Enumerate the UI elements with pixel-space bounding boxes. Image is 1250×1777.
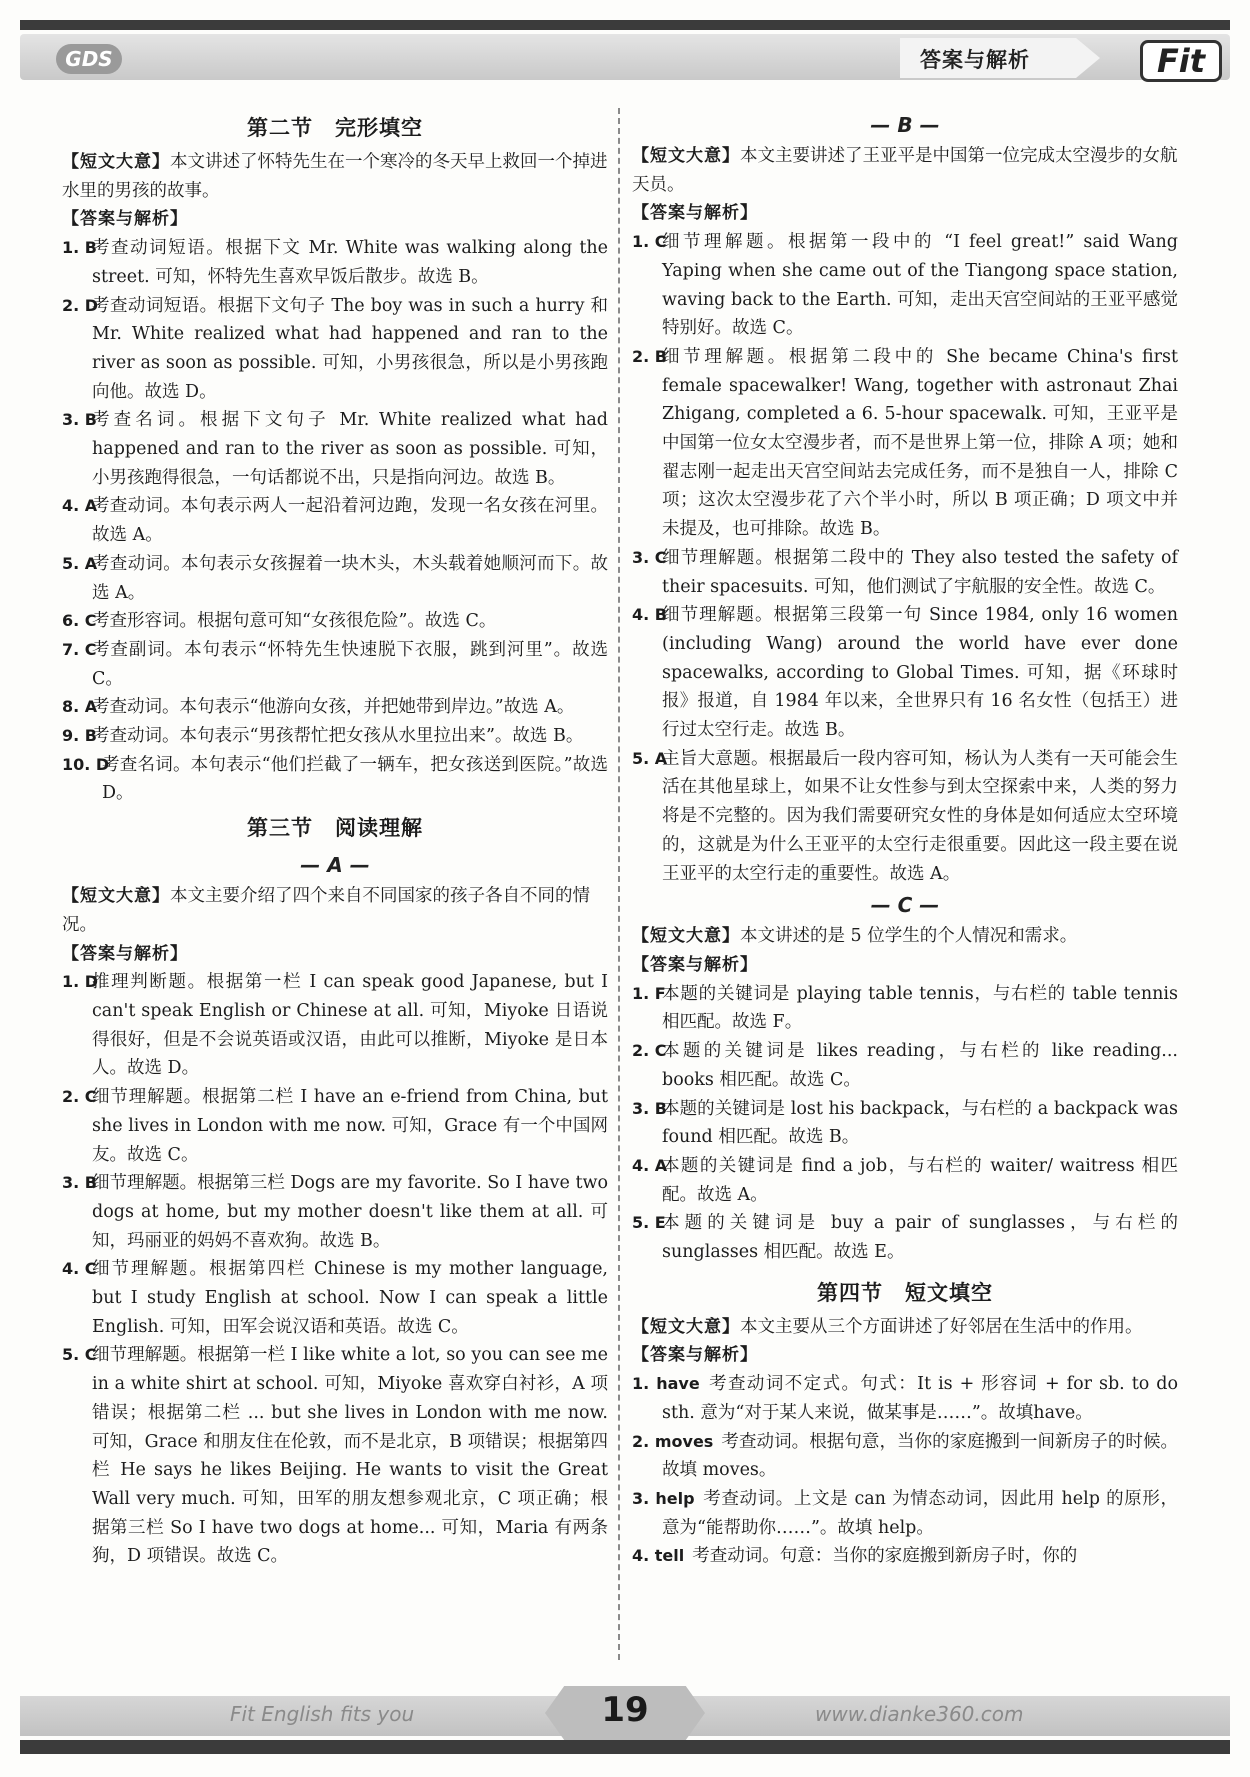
answer-number: 2. C — [62, 1087, 97, 1107]
answer-number: 4. A — [62, 496, 98, 516]
answer-item — [62, 968, 608, 1083]
passage-a-answer-list — [62, 968, 608, 1571]
answer-item — [632, 1370, 1178, 1427]
answer-item — [62, 1083, 608, 1169]
left-column — [62, 108, 608, 1571]
right-column — [632, 108, 1178, 1571]
answer-number: 4. A — [632, 1155, 668, 1175]
answers-heading — [632, 199, 1178, 228]
passage-b-answer-list — [632, 228, 1178, 888]
column-divider — [618, 108, 620, 1660]
answer-item — [62, 636, 608, 693]
answer-item — [62, 406, 608, 492]
answers-tag: 【答案与解析】 — [632, 203, 758, 224]
answer-item — [632, 228, 1178, 343]
summary-text: 本文主要讲述了王亚平是中国第一位完成太空漫步的女航天员。 — [632, 146, 1178, 195]
answer-item — [632, 544, 1178, 601]
answer-explanation: 考查动词。本句表示“男孩帮忙把女孩从水里拉出来”。故选 B。 — [92, 726, 584, 747]
answer-explanation: 考查动词。上文是 can 为情态动词，因此用 help 的原形，意为“能帮助你……”。故填 help。 — [662, 1488, 1178, 1538]
answer-item — [62, 722, 608, 751]
section-3-title: 第三节 阅读理解 — [247, 816, 423, 841]
answer-explanation: 考查副词。本句表示“怀特先生快速脱下衣服，跳到河里”。故选 C。 — [92, 639, 608, 689]
answer-number: 3. C — [632, 547, 667, 567]
answer-item — [62, 492, 608, 549]
answers-heading — [632, 951, 1178, 980]
answer-number: 4. tell — [632, 1546, 685, 1566]
section-2-title: 第二节 完形填空 — [247, 116, 423, 140]
answer-explanation: 推理判断题。根据第一栏 I can speak good Japanese, but I can't speak English or Chinese at all. 可知，Miyoke 日语说得很好，但是不会说英语或汉语，由此可以推断，Miyoke 是日本人。故选 D。 — [92, 972, 608, 1079]
fit-logo: Fit — [1140, 40, 1222, 82]
answer-item — [62, 550, 608, 607]
summary-tag: 【短文大意】 — [632, 146, 740, 166]
answer-number: 3. B — [632, 1098, 667, 1118]
answer-item — [62, 234, 608, 291]
passage-c-answer-list — [632, 980, 1178, 1267]
answer-explanation: 细节理解题。根据第一段中的 “I feel great!” said Wang Yaping when she came out of the Tiangong space station, waving back to the Earth. 可知，走出天宫空间站的王亚平感觉特别好。故选 C。 — [662, 232, 1178, 339]
answer-number: 1. F — [632, 983, 666, 1003]
answer-number: 3. B — [62, 1173, 97, 1193]
answer-explanation: 考查动词。句意：当你的家庭搬到新房子时，你的 — [692, 1546, 1078, 1567]
summary-tag: 【短文大意】 — [62, 152, 170, 172]
answer-explanation: 主旨大意题。根据最后一段内容可知，杨认为人类有一天可能会生活在其他星球上，如果不让女性参与到太空探索中来，人类的努力将是不完整的。因为我们需要研究女性的身体是如何适应太空环境的，这就是为什么王亚平的太空行走很重要。因此这一段主要在说王亚平的太空行走的重要性。故选 A。 — [662, 748, 1178, 884]
answer-explanation: 考查名词。本句表示“他们拦截了一辆车，把女孩送到医院。”故选 D。 — [102, 754, 608, 804]
answer-explanation: 本题的关键词是 buy a pair of sunglasses，与右栏的 sunglasses 相匹配。故选 E。 — [662, 1213, 1178, 1263]
answer-item — [632, 1152, 1178, 1209]
answer-item — [62, 693, 608, 722]
answer-item — [62, 751, 608, 808]
passage-b-mark: — B — — [870, 113, 940, 137]
summary-text: 本文讲述的是 5 位学生的个人情况和需求。 — [740, 926, 1078, 947]
answer-explanation: 考查动词。本句表示两人一起沿着河边跑，发现一名女孩在河里。故选 A。 — [92, 496, 608, 546]
answer-number: 3. B — [62, 410, 97, 430]
answer-item — [632, 1485, 1178, 1542]
answer-item — [62, 607, 608, 636]
summary-tag: 【短文大意】 — [632, 1316, 740, 1337]
answer-explanation: 细节理解题。根据第三段第一句 Since 1984, only 16 women (including Wang) around the world have ever done spacewalks, according to Global Times. 可知，据《环球时报》报道，自 1984 年以来，全世界只有 16 名女性（包括王）进行过太空行走。故选 B。 — [662, 605, 1178, 741]
answers-heading — [62, 205, 608, 234]
answers-tag: 【答案与解析】 — [62, 209, 188, 230]
answer-item — [62, 1255, 608, 1341]
answer-item — [62, 292, 608, 407]
answer-explanation: 考查名词。根据下文句子 Mr. White realized what had happened and ran to the river as soon as possible. 可知，小男孩跑得很急，一句话都说不出，只是指向河边。故选 B。 — [92, 410, 608, 488]
summary-text: 本文讲述了怀特先生在一个寒冷的冬天早上救回一个掉进水里的男孩的故事。 — [62, 152, 608, 201]
answer-number: 2. moves — [632, 1431, 714, 1451]
answer-number: 5. C — [62, 1345, 97, 1365]
answer-explanation: 本题的关键词是 playing table tennis，与右栏的 table tennis 相匹配。故选 F。 — [662, 983, 1178, 1033]
summary-tag: 【短文大意】 — [62, 886, 170, 907]
summary-text: 本文主要介绍了四个来自不同国家的孩子各自不同的情况。 — [62, 886, 590, 935]
answer-explanation: 考查动词。本句表示“他游向女孩，并把她带到岸边。”故选 A。 — [92, 697, 575, 718]
answer-number: 8. A — [62, 697, 98, 717]
gds-logo: GDS — [56, 44, 122, 74]
answer-explanation: 本题的关键词是 likes reading，与右栏的 like reading... books 相匹配。故选 C。 — [662, 1041, 1178, 1090]
answer-item — [632, 343, 1178, 544]
answer-item — [62, 1341, 608, 1571]
answer-explanation: 考查动词短语。根据下文句子 The boy was in such a hurry 和 Mr. White realized what had happened and ran to the river as soon as possible. 可知，小男孩很急，所以是小男孩跑向他。故选 D。 — [92, 295, 608, 402]
answer-number: 5. A — [62, 553, 98, 573]
section-4-title: 第四节 短文填空 — [817, 1280, 993, 1305]
answer-item — [632, 980, 1178, 1037]
passage-c-summary — [632, 922, 1178, 951]
page-number: 19 — [601, 1690, 649, 1730]
answer-number: 7. C — [62, 639, 97, 659]
answer-number: 2. D — [62, 295, 99, 315]
answer-explanation: 本题的关键词是 lost his backpack，与右栏的 a backpack was found 相匹配。故选 B。 — [662, 1098, 1178, 1148]
section-4-summary — [632, 1313, 1178, 1342]
answer-number: 1. have — [632, 1374, 700, 1394]
answer-item — [632, 745, 1178, 889]
answer-number: 9. B — [62, 726, 97, 746]
page-footer — [20, 1686, 1230, 1754]
answer-number: 5. A — [632, 748, 668, 768]
summary-text: 本文主要从三个方面讲述了好邻居在生活中的作用。 — [740, 1316, 1143, 1337]
answer-explanation: 考查形容词。根据句意可知“女孩很危险”。故选 C。 — [92, 611, 497, 632]
answer-number: 4. C — [62, 1259, 97, 1279]
answer-explanation: 细节理解题。根据第四栏 Chinese is my mother language, but I study English at school. Now I can speak a little English. 可知，田军会说汉语和英语。故选 C。 — [92, 1259, 608, 1337]
summary-tag: 【短文大意】 — [632, 926, 740, 947]
header-stripe — [20, 20, 1230, 30]
answer-number: 10. D — [62, 754, 110, 774]
answer-item — [632, 1428, 1178, 1485]
passage-b-summary — [632, 142, 1178, 199]
answers-heading — [62, 940, 608, 969]
answer-number: 6. C — [62, 611, 97, 631]
answer-item — [62, 1169, 608, 1255]
passage-a-summary — [62, 882, 608, 939]
answer-number: 3. help — [632, 1488, 695, 1508]
answer-number: 1. C — [632, 232, 667, 252]
answer-item — [632, 601, 1178, 745]
answer-item — [632, 1037, 1178, 1094]
answer-item — [632, 1209, 1178, 1266]
answer-explanation: 细节理解题。根据第三栏 Dogs are my favorite. So I have two dogs at home, but my mother doesn't like them at all. 可知，玛丽亚的妈妈不喜欢狗。故选 B。 — [92, 1173, 608, 1251]
footer-stripe — [20, 1740, 1230, 1754]
answers-tag: 【答案与解析】 — [632, 954, 758, 975]
answer-number: 2. B — [632, 346, 667, 366]
answer-item — [632, 1542, 1178, 1571]
answer-number: 5. E — [632, 1213, 666, 1233]
answer-explanation: 细节理解题。根据第一栏 I like white a lot, so you can see me in a white shirt at school. 可知，Miyoke 喜欢穿白衬衫，A 项错误；根据第二栏 ... but she lives in London with me now. 可知，Grace 和朋友住在伦敦，而不是北京，B 项错误；根据第四栏 He says he likes Beijing. He wants to visit the Great Wall very much. 可知，田军的朋友想参观北京，C 项正确；根据第三栏 So I have two dogs at home... 可知，Maria 有两条狗，D 项错误。故选 C。 — [92, 1345, 608, 1567]
footer-slogan: Fit English fits you — [230, 1702, 415, 1726]
answer-explanation: 考查动词不定式。句式：It is + 形容词 + for sb. to do sth. 意为“对于某人来说，做某事是……”。故填have。 — [662, 1374, 1179, 1423]
answer-number: 1. D — [62, 972, 99, 992]
answer-number: 4. B — [632, 605, 667, 625]
answers-tag: 【答案与解析】 — [62, 943, 188, 964]
passage-a-mark: — A — — [300, 853, 370, 878]
header-title: 答案与解析 — [920, 48, 1030, 72]
page-header — [20, 20, 1230, 92]
answer-number: 1. B — [62, 238, 97, 258]
section-4-answer-list — [632, 1370, 1178, 1571]
answer-explanation: 考查动词。根据句意，当你的家庭搬到一间新房子的时候。故填 moves。 — [662, 1431, 1179, 1481]
answer-item — [632, 1095, 1178, 1152]
answer-explanation: 细节理解题。根据第二段中的 She became China's first female spacewalker! Wang, together with astronaut Zhai Zhigang, completed a 6. 5-hour spacewalk. 可知，王亚平是中国第一位女太空漫步者，而不是世界上第一位，排除 A 项；她和翟志刚一起走出天宫空间站去完成任务，而不是独自一人，排除 C 项；这次太空漫步花了六个半小时，所以 B 项正确；D 项文中并未提及，也可排除。故选 B。 — [662, 346, 1178, 540]
section-2-summary — [62, 148, 608, 205]
answer-explanation: 细节理解题。根据第二栏 I have an e-friend from China, but she lives in London with me now. 可知，Grace 有一个中国网友。故选 C。 — [92, 1087, 608, 1165]
answer-explanation: 考查动词。本句表示女孩握着一块木头，木头载着她顺河而下。故选 A。 — [92, 553, 608, 603]
section-2-answer-list — [62, 234, 608, 808]
passage-c-mark: — C — — [870, 893, 940, 918]
answer-explanation: 本题的关键词是 find a job，与右栏的 waiter/ waitress 相匹配。故选 A。 — [662, 1155, 1178, 1205]
answer-number: 2. C — [632, 1041, 667, 1061]
answers-heading — [632, 1341, 1178, 1370]
answer-explanation: 细节理解题。根据第二段中的 They also tested the safety of their spacesuits. 可知，他们测试了宇航服的安全性。故选 C。 — [662, 547, 1178, 597]
answers-tag: 【答案与解析】 — [632, 1345, 758, 1366]
footer-website: www.dianke360.com — [815, 1702, 1024, 1726]
answer-explanation: 考查动词短语。根据下文 Mr. White was walking along the street. 可知，怀特先生喜欢早饭后散步。故选 B。 — [92, 238, 608, 287]
